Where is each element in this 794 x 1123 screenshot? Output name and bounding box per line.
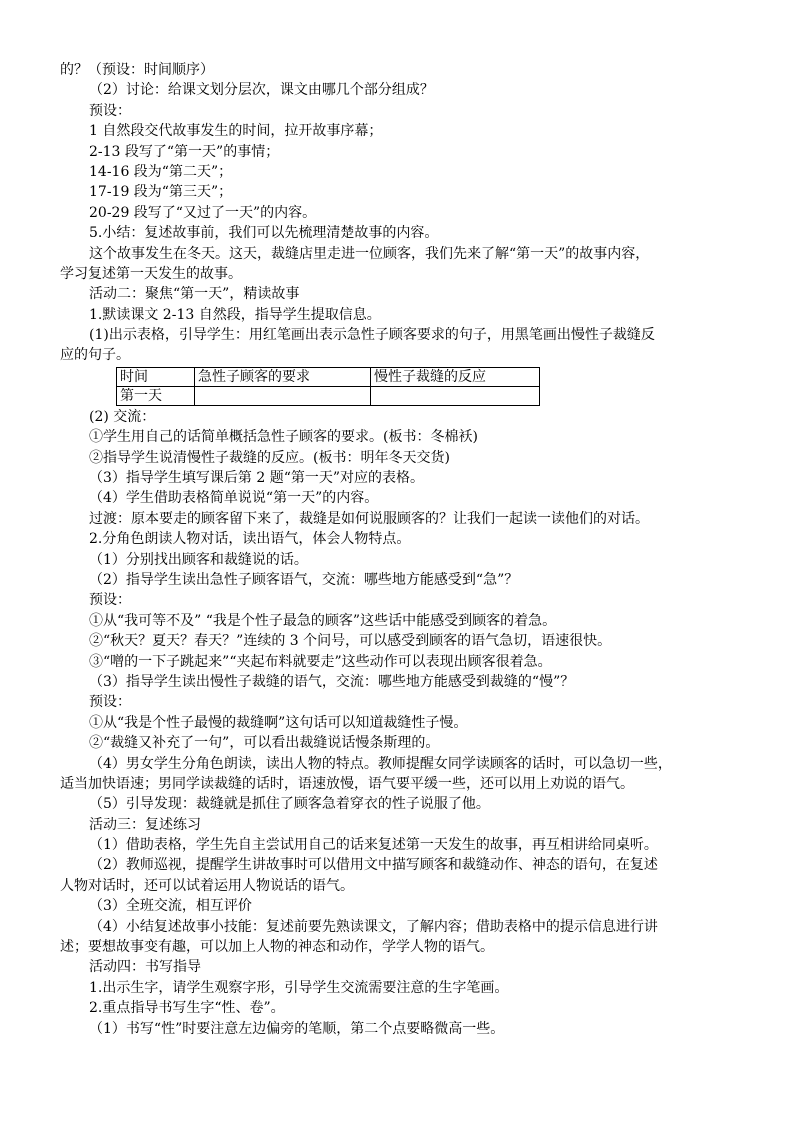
text-line: 1.默读课文 2-13 自然段，指导学生提取信息。 bbox=[89, 306, 381, 323]
table-cell: 第一天 bbox=[117, 386, 195, 405]
text-line: 应的句子。 bbox=[60, 347, 130, 364]
text-line: 预设： bbox=[89, 694, 131, 711]
text-line: 1 自然段交代故事发生的时间，拉开故事序幕； bbox=[89, 123, 383, 140]
table-row bbox=[117, 386, 540, 405]
text-line: 14-16 段为“第二天”； bbox=[89, 163, 233, 180]
text-line: 预设： bbox=[89, 102, 131, 119]
text-line: （3）指导学生填写课后第 2 题“第一天”对应的表格。 bbox=[89, 470, 425, 487]
text-line: 活动二：聚焦“第一天”，精读故事 bbox=[89, 286, 300, 303]
text-line: ①从“我可等不及” “我是个性子最急的顾客”这些话中能感受到顾客的着急。 bbox=[89, 612, 557, 629]
text-block-top bbox=[0, 60, 794, 366]
table-header-cell: 急性子顾客的要求 bbox=[195, 367, 371, 386]
text-line: (1)出示表格，引导学生：用红笔画出表示急性子顾客要求的句子，用黑笔画出慢性子裁缝反 bbox=[89, 327, 655, 344]
text-line: （1）书写“性”时要注意左边偏旁的笔顺，第二个点要略微高一些。 bbox=[89, 1020, 505, 1037]
text-line: （4）男女学生分角色朗读，读出人物的特点。教师提醒女同学读顾客的话时，可以急切一些， bbox=[89, 755, 672, 772]
text-line: 人物对话时，还可以试着运用人物说话的语气。 bbox=[60, 877, 354, 894]
text-line: 学习复述第一天发生的故事。 bbox=[60, 265, 242, 282]
text-line: (2) 交流： bbox=[89, 408, 156, 425]
text-line: （2）讨论：给课文划分层次，课文由哪几个部分组成？ bbox=[89, 82, 434, 99]
text-line: 2.重点指导书写生字“性、卷”。 bbox=[89, 1000, 285, 1017]
text-line: （3）指导学生读出慢性子裁缝的语气，交流：哪些地方能感受到裁缝的“慢”？ bbox=[89, 673, 575, 690]
story-table bbox=[116, 367, 540, 406]
table-header-cell: 慢性子裁缝的反应 bbox=[371, 367, 540, 386]
text-line: 2-13 段写了“第一天”的事情； bbox=[89, 143, 280, 160]
text-line: （4）小结复述故事小技能：复述前要先熟读课文，了解内容；借助表格中的提示信息进行讲 bbox=[89, 918, 658, 935]
text-line: 17-19 段为“第三天”； bbox=[89, 184, 233, 201]
text-line: 2.分角色朗读人物对话，读出语气，体会人物特点。 bbox=[89, 531, 411, 548]
text-line: （5）引导发现：裁缝就是抓住了顾客急着穿衣的性子说服了他。 bbox=[89, 796, 490, 813]
text-line: 的？（预设：时间顺序） bbox=[60, 62, 214, 78]
text-line: 述；要想故事变有趣，可以加上人物的神态和动作，学学人物的语气。 bbox=[60, 939, 494, 956]
text-line: ②指导学生说清慢性子裁缝的反应。(板书：明年冬天交货) bbox=[89, 449, 450, 466]
text-line: 过渡：原本要走的顾客留下来了，裁缝是如何说服顾客的？让我们一起读一读他们的对话。 bbox=[89, 510, 649, 527]
text-line: 这个故事发生在冬天。这天，裁缝店里走进一位顾客，我们先来了解“第一天”的故事内容， bbox=[89, 245, 650, 262]
text-line: ②“裁缝又补充了一句”，可以看出裁缝说话慢条斯理的。 bbox=[89, 735, 440, 752]
text-line: 适当加快语速；男同学读裁缝的话时，语速放慢，语气要平缓一些，还可以用上劝说的语气。 bbox=[60, 775, 634, 792]
text-line: 5.小结：复述故事前，我们可以先梳理清楚故事的内容。 bbox=[89, 225, 439, 242]
table-cell bbox=[195, 386, 371, 405]
text-line: ①学生用自己的话简单概括急性子顾客的要求。(板书：冬棉袄) bbox=[89, 429, 478, 446]
table-cell bbox=[371, 386, 540, 405]
text-line: （2）指导学生读出急性子顾客语气，交流：哪些地方能感受到“急”？ bbox=[89, 571, 519, 588]
text-line: 活动四：书写指导 bbox=[89, 959, 201, 976]
text-line: 预设： bbox=[89, 592, 131, 609]
text-line: ③“噌的一下子跳起来”“夹起布料就要走”这些动作可以表现出顾客很着急。 bbox=[89, 653, 552, 670]
document-page bbox=[0, 60, 794, 1039]
text-line: （2）教师巡视，提醒学生讲故事时可以借用文中描写顾客和裁缝动作、神态的语句，在复述 bbox=[89, 857, 658, 874]
text-line: （1）借助表格，学生先自主尝试用自己的话来复述第一天发生的故事，再互相讲给同桌听。 bbox=[89, 837, 658, 854]
text-line: （3）全班交流，相互评价 bbox=[89, 898, 252, 915]
text-line: ②“秋天？夏天？春天？”连续的 3 个问号，可以感受到顾客的语气急切，语速很快。 bbox=[89, 633, 612, 650]
text-line: 活动三：复述练习 bbox=[89, 816, 201, 833]
text-line: 20-29 段写了“又过了一天”的内容。 bbox=[89, 204, 317, 221]
text-line: ①从“我是个性子最慢的裁缝啊”这句话可以知道裁缝性子慢。 bbox=[89, 714, 468, 731]
table-header-cell: 时间 bbox=[117, 367, 195, 386]
table-header-row bbox=[117, 367, 540, 386]
text-line: （1）分别找出顾客和裁缝说的话。 bbox=[89, 551, 308, 568]
text-line: 1.出示生字，请学生观察字形，引导学生交流需要注意的生字笔画。 bbox=[89, 979, 509, 996]
text-block-bottom bbox=[0, 407, 794, 1039]
text-line: （4）学生借助表格简单说说“第一天”的内容。 bbox=[89, 490, 379, 507]
